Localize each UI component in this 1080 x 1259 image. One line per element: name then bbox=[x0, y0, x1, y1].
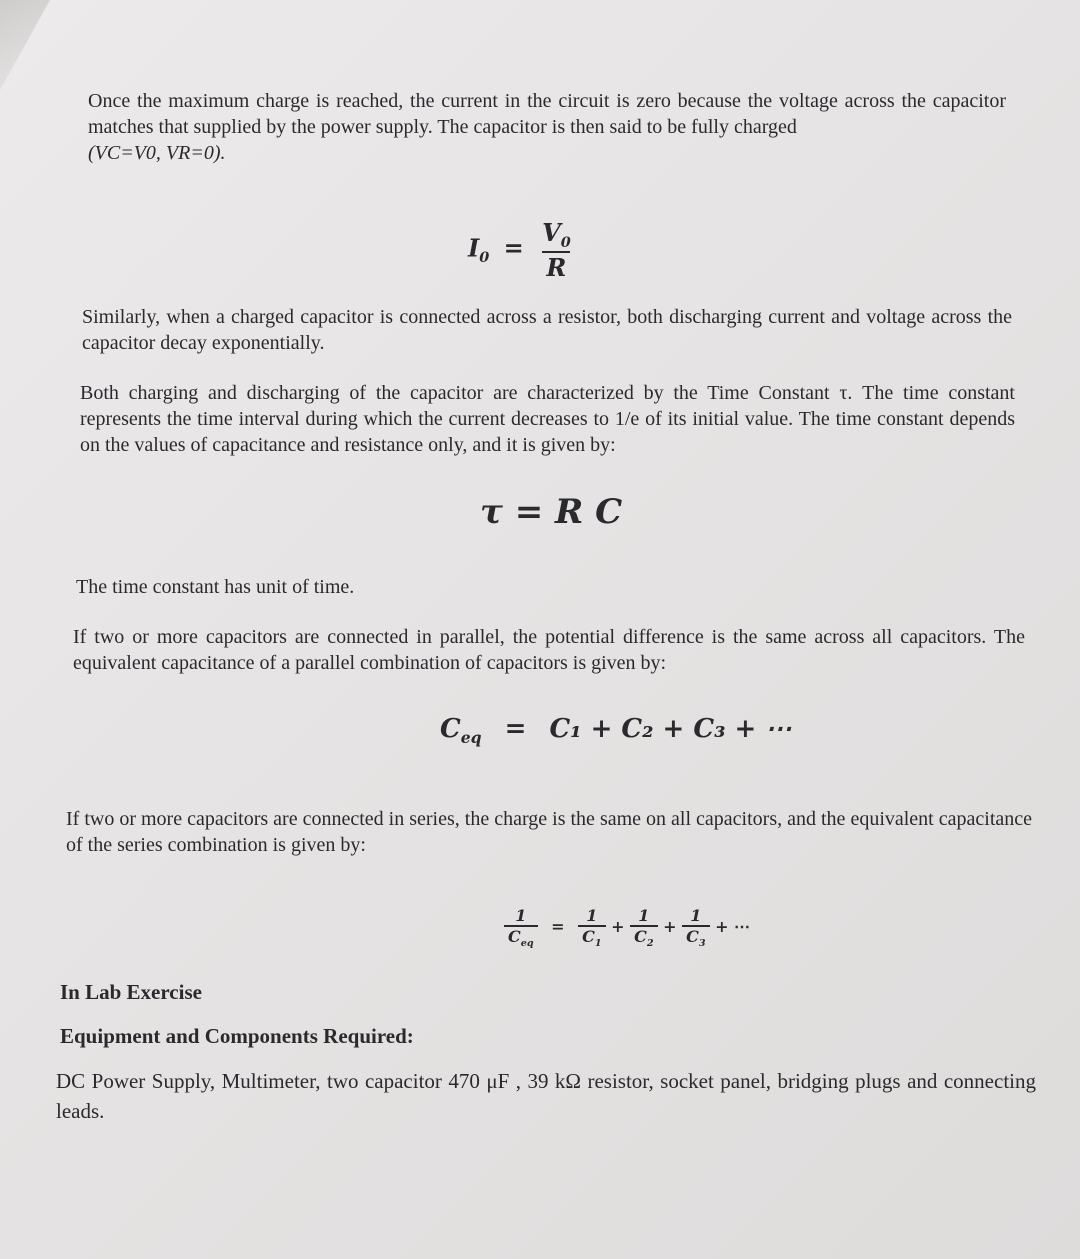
paragraph-series: If two or more capacitors are connected in series, the charge is the same on all capacitors, and the equivalent capacitance of the series combination is given by: bbox=[66, 808, 1032, 856]
eq-series-c1: C bbox=[582, 927, 595, 946]
eq-series-lhs-den bbox=[504, 925, 538, 949]
eq-series-term1-num: 1 bbox=[586, 906, 598, 925]
eq-v-symbol: V bbox=[542, 218, 561, 247]
equation-series bbox=[504, 906, 750, 949]
eq-series-term3-num: 1 bbox=[690, 906, 702, 925]
eq-v-sub: 0 bbox=[560, 233, 571, 251]
heading-in-lab-exercise: In Lab Exercise bbox=[60, 980, 202, 1004]
equation-parallel bbox=[440, 714, 791, 747]
eq-numerator bbox=[538, 218, 575, 251]
paragraph-full-charge-text: Once the maximum charge is reached, the current in the circuit is zero because the voltage across the capacitor matches that supplied by the power supply. The capacitor is then said to be fully charged bbox=[88, 90, 1006, 138]
eq-series-term1 bbox=[578, 906, 605, 949]
eq-series-ceq-sub: eq bbox=[520, 938, 534, 950]
eq-series-equals: = bbox=[551, 917, 565, 937]
eq-denominator: R bbox=[542, 251, 570, 282]
paragraph-time-constant: Both charging and discharging of the capacitor are characterized by the Time Constant τ. The time constant represents the time interval during which the current decreases to 1/e of its initial value. The time constant depends on the values of capacitance and resistance only, and it is given by: bbox=[80, 382, 1015, 456]
eq-series-term2-den bbox=[630, 925, 657, 949]
eq-i-symbol: I bbox=[468, 233, 480, 263]
eq-ceq-sub: eq bbox=[460, 728, 482, 748]
eq-series-term3-den bbox=[682, 925, 709, 949]
eq-i-sub: 0 bbox=[479, 249, 490, 267]
eq-ceq-symbol: C bbox=[440, 714, 461, 744]
equation-tau: τ = R C bbox=[480, 492, 623, 532]
equation-initial-current bbox=[468, 218, 575, 282]
eq-series-c3-sub: 3 bbox=[698, 938, 706, 950]
eq-parallel-equals: = bbox=[504, 714, 527, 744]
paragraph-unit: The time constant has unit of time. bbox=[76, 576, 355, 598]
eq-series-lhs bbox=[504, 906, 538, 949]
eq-equals: = bbox=[503, 233, 524, 263]
eq-series-tail: + ⋯ bbox=[715, 917, 751, 937]
eq-series-c1-sub: 1 bbox=[594, 938, 602, 950]
eq-series-term2-num: 1 bbox=[638, 906, 650, 925]
eq-fraction bbox=[538, 218, 575, 282]
paragraph-parallel: If two or more capacitors are connected in parallel, the potential difference is the same across all capacitors. The equivalent capacitance of a parallel combination of capacitors is given by: bbox=[73, 626, 1025, 674]
heading-equipment: Equipment and Components Required: bbox=[60, 1024, 414, 1048]
eq-parallel-rhs: C₁ + C₂ + C₃ + ⋯ bbox=[549, 714, 792, 744]
eq-series-c3: C bbox=[686, 927, 699, 946]
eq-series-lhs-num: 1 bbox=[515, 906, 527, 925]
eq-series-term3 bbox=[682, 906, 709, 949]
charge-condition: (VC=V0, VR=0). bbox=[88, 142, 226, 164]
paragraph-discharge: Similarly, when a charged capacitor is connected across a resistor, both discharging current and voltage across the capacitor decay exponentially. bbox=[82, 306, 1012, 354]
paragraph-full-charge bbox=[88, 88, 1006, 166]
paragraph-equipment-list: DC Power Supply, Multimeter, two capacitor 470 μF , 39 kΩ resistor, socket panel, bridging plugs and connecting leads. bbox=[56, 1069, 1036, 1123]
eq-series-plus2: + bbox=[663, 917, 677, 937]
eq-series-c2-sub: 2 bbox=[646, 938, 654, 950]
eq-series-ceq: C bbox=[508, 927, 521, 946]
eq-series-term2 bbox=[630, 906, 657, 949]
eq-series-plus1: + bbox=[611, 917, 625, 937]
eq-series-term1-den bbox=[578, 925, 605, 949]
eq-series-c2: C bbox=[634, 927, 647, 946]
